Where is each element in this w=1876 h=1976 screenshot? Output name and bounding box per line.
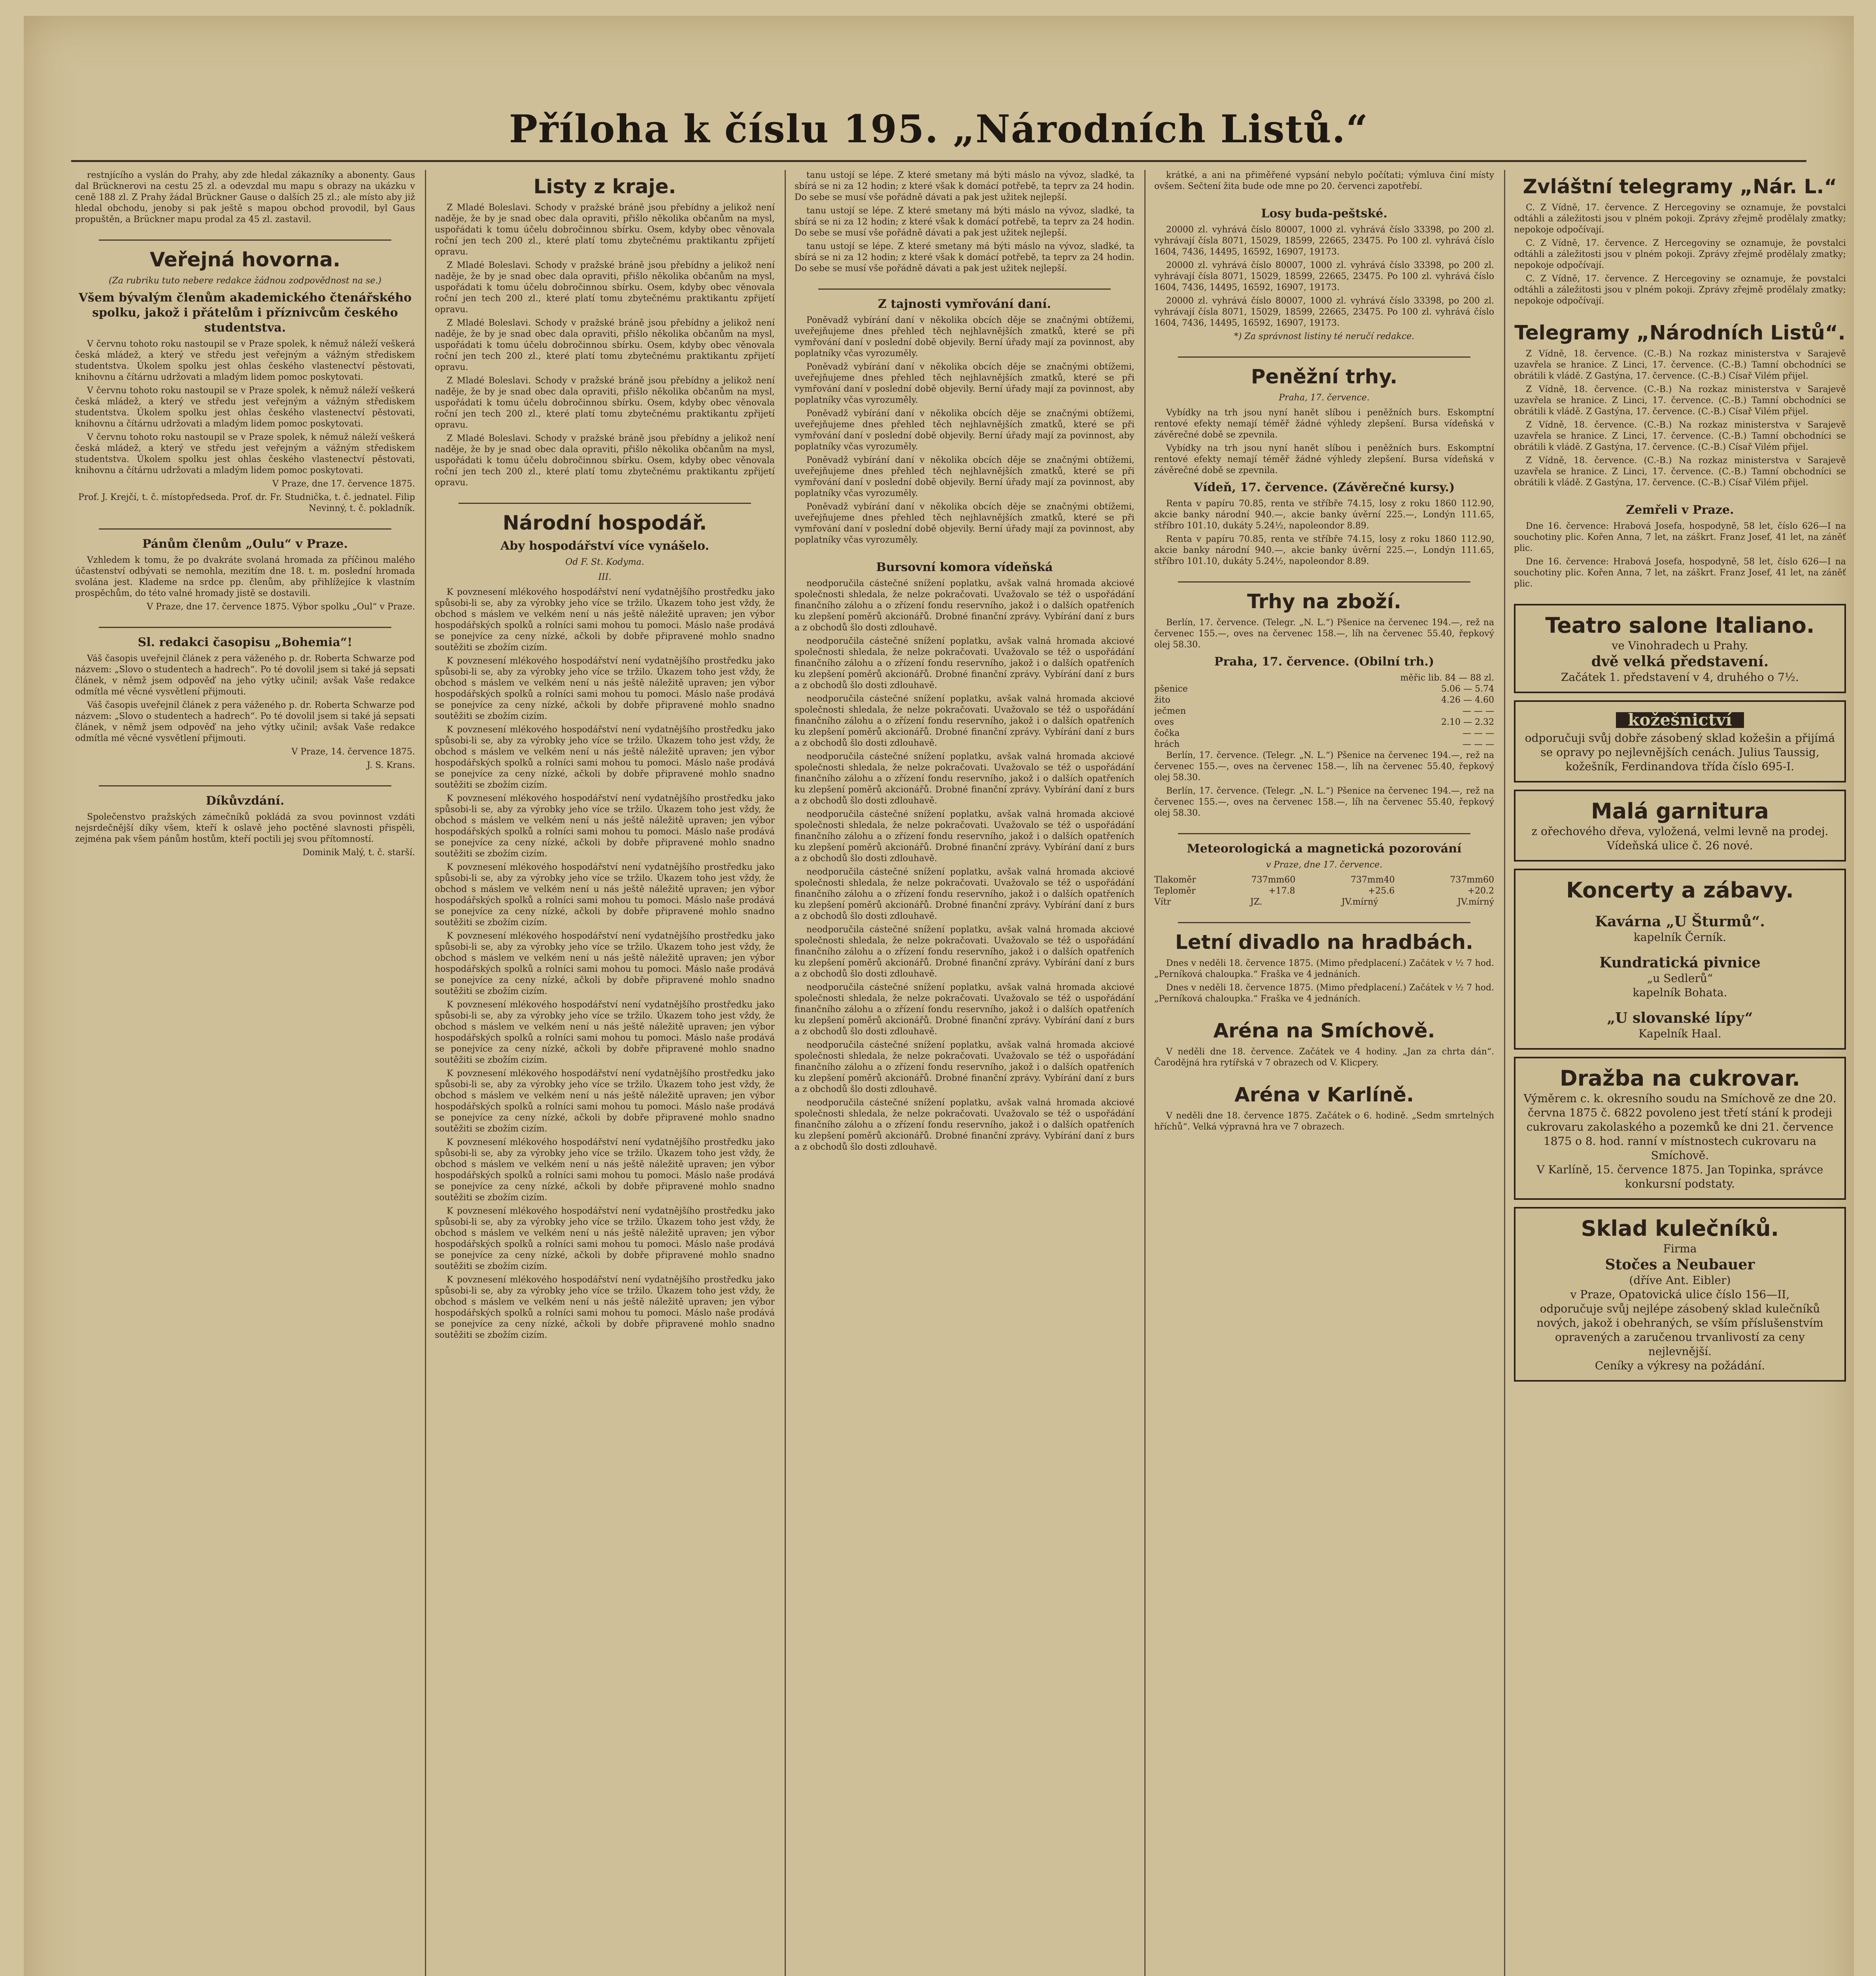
meteorology-dateline: v Praze, dne 17. července. <box>1266 860 1383 870</box>
divider <box>1178 833 1470 834</box>
lottery-text: 20000 zl. vyhrává číslo 80007, 1000 zl. vyhrává číslo 33398, po 200 zl. vyhrávají čísla 8071, 15029, 18599, 22665, 23475. Po 100 zl. vyhrává číslo 1604, 7436, 14495, 16592, 16907, 19173. <box>1154 225 1494 257</box>
section-heading-karlin-arena: Aréna v Karlíně. <box>1234 1083 1414 1106</box>
ad-line: kapelník Bohata. <box>1633 986 1727 999</box>
article-title: Pánům členům „Oulu“ v Praze. <box>142 537 348 551</box>
section-heading-summer-theatre: Letní divadlo na hradbách. <box>1175 931 1474 954</box>
section-heading-public-forum: Veřejná hovorna. <box>149 248 341 271</box>
ad-auction <box>1514 1057 1846 1200</box>
article-text: V neděli dne 18. července 1875. Začátek o 6. hodině. „Sedm smrtelných hříchů“. Velká výpravná hra ve 7 obrazech. <box>1154 1111 1494 1132</box>
meteo-value: +17.8 <box>1268 886 1295 896</box>
article-body <box>1154 1046 1494 1069</box>
grain-value: 2.10 — 2.32 <box>1441 717 1494 727</box>
article-body <box>435 202 775 488</box>
article-text: K povznesení mlékového hospodářství není vydatnějšího prostředku jako spůsobi-li se, aby za výrobky jeho více se tržilo. Úkazem toho jest vždy, že obchod s máslem ve velkém není u nás ještě náležitě upraven; jen výbor hospodářských spolků a rolníci sami mohou tu pomoci. Máslo naše prodává se ponejvíce za ceny nízké, ačkoli by dobře připravené mohlo snadno soutěžiti se zbožím cizím. <box>435 794 775 859</box>
grain-row <box>1154 717 1494 728</box>
meteo-row <box>1154 886 1494 897</box>
article-text: K povznesení mlékového hospodářství není vydatnějšího prostředku jako spůsobi-li se, aby za výrobky jeho více se tržilo. Úkazem toho jest vždy, že obchod s máslem ve velkém není u nás ještě náležitě upraven; jen výbor hospodářských spolků a rolníci sami mohou tu pomoci. Máslo naše prodává se ponejvíce za ceny nízké, ačkoli by dobře připravené mohlo snadno soutěžiti se zbožím cizím. <box>435 1000 775 1065</box>
article-body <box>795 315 1134 546</box>
ad-concerts <box>1514 869 1846 1050</box>
article-body <box>1154 1111 1494 1133</box>
grain-value: — — — <box>1463 728 1494 738</box>
column-divider <box>785 170 786 1976</box>
grain-value: — — — <box>1463 739 1494 749</box>
article-text: C. Z Vídně, 17. července. Z Hercegoviny se oznamuje, že povstalci odtáhli a záležitosti jsou v plném pokoji. Zprávy zřejmě prodělaly zmatky; nepokoje odpočívají. <box>1514 203 1846 235</box>
ad-title: Sklad kulečníků. <box>1581 1216 1779 1241</box>
article-text: Dnes v neděli 18. července 1875. (Mimo předplacení.) Začátek v ½ 7 hod. „Perníková chaloupka.“ Fraška ve 4 jednáních. <box>1154 958 1494 979</box>
lottery-text: 20000 zl. vyhrává číslo 80007, 1000 zl. vyhrává číslo 33398, po 200 zl. vyhrávají čísla 8071, 15029, 18599, 22665, 23475. Po 100 zl. vyhrává číslo 1604, 7436, 14495, 16592, 16907, 19173. <box>1154 296 1494 328</box>
signature-date: V Praze, dne 17. července 1875. <box>272 479 415 489</box>
ad-line: Firma <box>1663 1242 1697 1255</box>
meteorology-title: Meteorologická a magnetická pozorování <box>1187 842 1462 856</box>
article-text: restnjícího a vyslán do Prahy, aby zde hledal zákazníky a abonenty. Gaus dal Brücknerovi na cestu 25 zl. a odevzdal mu mapu s obrazy na ukázku v ceně 188 zl. Z Prahy žádal Brückner Gause o dalších 25 zl.; ale místo aby již hledal obchodu, jenoby si pak ještě s mapou obchod provodil, byl Gaus propuštěn, a Brückner mapu prodal za 45 zl. zastavil. <box>75 170 415 224</box>
article-text: neodporučila cástečné snížení poplatku, avšak valná hromada akciové společnosti shledala, že nelze pokračovati. Uvažovalo se též o uspořádání finančního zálohu a o zřízení fondu reservního, jakož i o dalších opatřeních ku zlepšení poměrů akcionářů. Drobné finanční zprávy. Vybírání daní z burs a z obchodů šlo dosti zdlouhavě. <box>795 694 1134 748</box>
ad-line: dvě velká představení. <box>1591 653 1769 670</box>
meteo-value: 737mm60 <box>1251 875 1296 885</box>
article-text: V červnu tohoto roku nastoupil se v Praze spolek, k němuž náleží veškerá česká mládež, a který ve středu jest veřejným a vážným střediskem studentstva. Úkolem spolku jest ohlas českého vlastenectví pěstovati, knihovnu a čítárnu udržovati a mladým lidem pomoc poskytovati. <box>75 339 415 382</box>
section-heading-money-markets: Peněžní trhy. <box>1251 365 1398 388</box>
vienna-quotes-title: Vídeň, 17. července. (Závěrečné kursy.) <box>1193 481 1455 494</box>
article-text: krátké, a ani na přiměřené vypsání nebylo počítati; výmluva činí místy ovšem. Sečtení žita bude ode mne po 20. červenci zapotřebí. <box>1154 170 1494 191</box>
grain-value: 4.26 — 4.60 <box>1441 695 1494 705</box>
article-text: tanu ustojí se lépe. Z které smetany má býti máslo na vývoz, sladké, ta sbírá se ni za 12 hodin; z které však k domácí potřebě, ta teprv za 24 hodin. Do sebe se musí vše pořádně dávati a pak jest užitek nejlepší. <box>795 206 1134 238</box>
ad-line: z ořechového dřeva, vyložená, velmi levně na prodej. Vídeňská ulice č. 26 nové. <box>1531 825 1829 852</box>
article-text: Poněvadž vybírání daní v několika obcích děje se značnými obtížemi, uveřejňujeme dnes přehled těch nejhlavnějších zmatků, které se při vymřování daní v poslední době objevily. Berní úřady mají za povinnost, aby poplatníky včas vyrozuměly. <box>795 502 1134 545</box>
article-body <box>435 587 775 1341</box>
article-text: Z Vídně, 18. července. (C.-B.) Na rozkaz ministerstva v Sarajevě uzavřela se hranice. Z Linci, 17. července. (C.-B.) Tamní obchodníci se obrátili k vládě. Z Gastýna, 17. července. (C.-B.) Císař Vilém přijel. <box>1514 420 1846 452</box>
article-text: C. Z Vídně, 17. července. Z Hercegoviny se oznamuje, že povstalci odtáhli a záležitosti jsou v plném pokoji. Zprávy zřejmě prodělaly zmatky; nepokoje odpočívají. <box>1514 238 1846 270</box>
section-heading-telegrams: Telegramy „Národních Listů“. <box>1514 321 1846 344</box>
signature-names: Prof. J. Krejčí, t. č. místopředseda. Prof. dr. Fr. Studnička, t. č. jednatel. Filip Nevinný, t. č. pokladník. <box>78 492 415 513</box>
vienna-quotes-text: Renta v papíru 70.85, renta ve stříbře 74.15, losy z roku 1860 112.90, akcie banky národní 940.—, akcie banky úvěrní 225.—, Londýn 111.65, stříbro 101.10, dukáty 5.24½, napoleondor 8.89. <box>1154 499 1494 531</box>
ad-line: Kundratická pivnice <box>1599 954 1761 971</box>
ad-line: Kapelník Haal. <box>1638 1027 1721 1040</box>
meteo-label: Vítr <box>1154 897 1171 907</box>
column-4 <box>1154 170 1494 1976</box>
section-dateline: Praha, 17. července. <box>1279 393 1370 403</box>
ad-line: Výměrem c. k. okresního soudu na Smíchově ze dne 20. června 1875 č. 6822 povoleno jest třetí stání k prodeji cukrovaru zakolaského a pozemků ke dni 21. července 1875 o 8. hod. ranní v místnostech cukrovaru na Smíchově. <box>1523 1092 1836 1162</box>
meteo-row <box>1154 897 1494 908</box>
article-text: K povznesení mlékového hospodářství není vydatnějšího prostředku jako spůsobi-li se, aby za výrobky jeho více se tržilo. Úkazem toho jest vždy, že obchod s máslem ve velkém není u nás ještě náležitě upraven; jen výbor hospodářských spolků a rolníci sami mohou tu pomoci. Máslo naše prodává se ponejvíce za ceny nízké, ačkoli by dobře připravené mohlo snadno soutěžiti se zbožím cizím. <box>435 656 775 721</box>
grain-name: pšenice <box>1154 684 1188 694</box>
article-text: V neděli dne 18. července. Začátek ve 4 hodiny. „Jan za chrta dán“. Čarodějná hra rytířská v 7 obrazech od V. Klicpery. <box>1154 1047 1494 1068</box>
grain-header-text: měřic lib. 84 — 88 zl. <box>1400 673 1494 683</box>
article-text: K povznesení mlékového hospodářství není vydatnějšího prostředku jako spůsobi-li se, aby za výrobky jeho více se tržilo. Úkazem toho jest vždy, že obchod s máslem ve velkém není u nás ještě náležitě upraven; jen výbor hospodářských spolků a rolníci sami mohou tu pomoci. Máslo naše prodává se ponejvíce za ceny nízké, ačkoli by dobře připravené mohlo snadno soutěžiti se zbožím cizím. <box>435 1137 775 1203</box>
meteo-row <box>1154 875 1494 886</box>
article-text: Z Mladé Boleslavi. Schody v pražské bráně jsou přebídny a jelikož není naděje, že by je snad obec dala opraviti, přišlo několika občanům na mysl, uspořádati k tomu účelu dobročinnou sbírku. Osem, kdyby obec věnovala roční jen tech 200 zl., které platí tomu zbytečnému praktikantu zpřijetí opravu. <box>435 434 775 488</box>
grain-name: ječmen <box>1154 706 1186 716</box>
article-text: neodporučila cástečné snížení poplatku, avšak valná hromada akciové společnosti shledala, že nelze pokračovati. Uvažovalo se též o uspořádání finančního zálohu a o zřízení fondu reservního, jakož i o dalších opatřeních ku zlepšení poměrů akcionářů. Drobné finanční zprávy. Vybírání daní z burs a z obchodů šlo dosti zdlouhavě. <box>795 809 1134 864</box>
article-body <box>1514 349 1846 488</box>
meteo-value: JZ. <box>1250 897 1263 907</box>
ad-title: Dražba na cukrovar. <box>1559 1066 1801 1091</box>
article-text: neodporučila cástečné snížení poplatku, avšak valná hromada akciové společnosti shledala, že nelze pokračovati. Uvažovalo se též o uspořádání finančního zálohu a o zřízení fondu reservního, jakož i o dalších opatřeních ku zlepšení poměrů akcionářů. Drobné finanční zprávy. Vybírání daní z burs a z obchodů šlo dosti zdlouhavě. <box>795 752 1134 806</box>
article-text: Poněvadž vybírání daní v několika obcích děje se značnými obtížemi, uveřejňujeme dnes přehled těch nejhlavnějších zmatků, které se při vymřování daní v poslední době objevily. Berní úřady mají za povinnost, aby poplatníky včas vyrozuměly. <box>795 362 1134 405</box>
article-continuation <box>795 170 1134 274</box>
article-text: K povznesení mlékového hospodářství není vydatnějšího prostředku jako spůsobi-li se, aby za výrobky jeho více se tržilo. Úkazem toho jest vždy, že obchod s máslem ve velkém není u nás ještě náležitě upraven; jen výbor hospodářských spolků a rolníci sami mohou tu pomoci. Máslo naše prodává se ponejvíce za ceny nízké, ačkoli by dobře připravené mohlo snadno soutěžiti se zbožím cizím. <box>435 1206 775 1271</box>
ad-line: ve Vinohradech u Prahy. <box>1612 639 1748 652</box>
article-text: C. Z Vídně, 17. července. Z Hercegoviny se oznamuje, že povstalci odtáhli a záležitosti jsou v plném pokoji. Zprávy zřejmě prodělaly zmatky; nepokoje odpočívají. <box>1514 274 1846 306</box>
grain-row <box>1154 684 1494 695</box>
article-text: Berlín, 17. července. (Telegr. „N. L.“) Pšenice na červenec 194.—, rež na červenec 155.—, oves na červenec 158.—, líh na červenec 55.40, řepkový olej 58.30. <box>1154 786 1494 818</box>
section-heading-regional-letters: Listy z kraje. <box>533 175 676 198</box>
article-text: Z Mladé Boleslavi. Schody v pražské bráně jsou přebídny a jelikož není naděje, že by je snad obec dala opraviti, přišlo několika občanům na mysl, uspořádati k tomu účelu dobročinnou sbírku. Osem, kdyby obec věnovala roční jen tech 200 zl., které platí tomu zbytečnému praktikantu zpřijetí opravu. <box>435 376 775 430</box>
article-body <box>75 653 415 771</box>
article-title: Sl. redakci časopisu „Bohemia“! <box>138 635 353 649</box>
ad-line: v Praze, Opatovická ulice číslo 156—II, <box>1570 1288 1790 1301</box>
article-body <box>1514 521 1846 590</box>
article-text: neodporučila cástečné snížení poplatku, avšak valná hromada akciové společnosti shledala, že nelze pokračovati. Uvažovalo se též o uspořádání finančního zálohu a o zřízení fondu reservního, jakož i o dalších opatřeních ku zlepšení poměrů akcionářů. Drobné finanční zprávy. Vybírání daní z burs a z obchodů šlo dosti zdlouhavě. <box>795 579 1134 633</box>
grain-row <box>1154 706 1494 717</box>
article-body <box>75 812 415 858</box>
footnote: *) Za správnost listiny té neručí redakce. <box>1234 332 1415 341</box>
article-text: K povznesení mlékového hospodářství není vydatnějšího prostředku jako spůsobi-li se, aby za výrobky jeho více se tržilo. Úkazem toho jest vždy, že obchod s máslem ve velkém není u nás ještě náležitě upraven; jen výbor hospodářských spolků a rolníci sami mohou tu pomoci. Máslo naše prodává se ponejvíce za ceny nízké, ačkoli by dobře připravené mohlo snadno soutěžiti se zbožím cizím. <box>435 725 775 790</box>
grain-row <box>1154 728 1494 739</box>
article-text: tanu ustojí se lépe. Z které smetany má býti máslo na vývoz, sladké, ta sbírá se ni za 12 hodin; z které však k domácí potřebě, ta teprv za 24 hodin. Do sebe se musí vše pořádně dávati a pak jest užitek nejlepší. <box>795 241 1134 273</box>
meteo-label: Tlakoměr <box>1154 875 1196 885</box>
article-continuation <box>75 170 415 225</box>
signature-name: J. S. Krans. <box>367 760 415 770</box>
ad-billiards <box>1514 1207 1846 1382</box>
grain-table-header <box>1154 673 1494 684</box>
article-text: Dne 16. července: Hrabová Josefa, hospodyně, 58 let, číslo 626—I na souchotiny plic. Kořen Anna, 7 let, na záškrt. Franz Josef, 41 let, na záněť plic. <box>1514 557 1846 589</box>
meteo-value: +25.6 <box>1368 886 1395 896</box>
article-text: K povznesení mlékového hospodářství není vydatnějšího prostředku jako spůsobi-li se, aby za výrobky jeho více se tržilo. Úkazem toho jest vždy, že obchod s máslem ve velkém není u nás ještě náležitě upraven; jen výbor hospodářských spolků a rolníci sami mohou tu pomoci. Máslo naše prodává se ponejvíce za ceny nízké, ačkoli by dobře připravené mohlo snadno soutěžiti se zbožím cizím. <box>435 862 775 928</box>
meteo-label: Teploměr <box>1154 886 1196 896</box>
article-part: III. <box>598 572 611 582</box>
meteo-value: JV.mírný <box>1341 897 1378 907</box>
lottery-text: 20000 zl. vyhrává číslo 80007, 1000 zl. vyhrává číslo 33398, po 200 zl. vyhrávají čísla 8071, 15029, 18599, 22665, 23475. Po 100 zl. vyhrává číslo 1604, 7436, 14495, 16592, 16907, 19173. <box>1154 260 1494 292</box>
meteorology-table <box>1154 875 1494 908</box>
signature-date: V Praze, 14. července 1875. <box>291 747 415 757</box>
grain-row <box>1154 739 1494 750</box>
article-text: Z Vídně, 18. července. (C.-B.) Na rozkaz ministerstva v Sarajevě uzavřela se hranice. Z Linci, 17. července. (C.-B.) Tamní obchodníci se obrátili k vládě. Z Gastýna, 17. července. (C.-B.) Císař Vilém přijel. <box>1514 349 1846 381</box>
article-text: Společenstvo pražských zámečníků pokládá za svou povinnost vzdáti nejsrdečnější díky všem, kteří k oslavě jeho poctěné slavnosti přispěli, zejména pak všem pánům hostům, kteří poctili jej svou přítomností. <box>75 812 415 844</box>
article-body <box>1154 617 1494 819</box>
ad-teatro <box>1514 604 1846 693</box>
article-title: Z tajnosti vymřování daní. <box>878 297 1051 311</box>
article-author: Od F. St. Kodyma. <box>565 557 644 567</box>
ad-furrier <box>1514 700 1846 782</box>
lottery-title: Losy buda-peštské. <box>1261 207 1387 221</box>
article-text: Váš časopis uveřejnil článek z pera váženého p. dr. Roberta Schwarze pod názvem: „Slovo o studentech a hadrech“. Po té dovolil jsem si také já sepsati článek, v němž jsem odpověď na jeho výtky učinil; avšak Vaše redakce odmítla mé věcné vysvětlení přijmouti. <box>75 654 415 697</box>
article-text: K povznesení mlékového hospodářství není vydatnějšího prostředku jako spůsobi-li se, aby za výrobky jeho více se tržilo. Úkazem toho jest vždy, že obchod s máslem ve velkém není u nás ještě náležitě upraven; jen výbor hospodářských spolků a rolníci sami mohou tu pomoci. Máslo naše prodává se ponejvíce za ceny nízké, ačkoli by dobře připravené mohlo snadno soutěžiti se zbožím cizím. <box>435 587 775 652</box>
grain-value: — — — <box>1463 706 1494 716</box>
article-text: Poněvadž vybírání daní v několika obcích děje se značnými obtížemi, uveřejňujeme dnes přehled těch nejhlavnějších zmatků, které se při vymřování daní v poslední době objevily. Berní úřady mají za povinnost, aby poplatníky včas vyrozuměly. <box>795 409 1134 452</box>
obituaries-title: Zemřeli v Praze. <box>1626 503 1734 517</box>
divider <box>99 785 391 786</box>
column-1 <box>75 170 415 1976</box>
grain-market-title: Praha, 17. července. (Obilní trh.) <box>1214 655 1434 669</box>
article-text: Váš časopis uveřejnil článek z pera váženého p. dr. Roberta Schwarze pod názvem: „Slovo o studentech a hadrech“. Po té dovolil jsem si také já sepsati článek, v němž jsem odpověď na jeho výtky učinil; avšak Vaše redakce odmítla mé věcné vysvětlení přijmouti. <box>75 700 415 743</box>
section-heading-commodity-markets: Trhy na zboží. <box>1247 590 1402 613</box>
article-text: Dne 16. července: Hrabová Josefa, hospodyně, 58 let, číslo 626—I na souchotiny plic. Kořen Anna, 7 let, na záškrt. Franz Josef, 41 let, na záněť plic. <box>1514 521 1846 553</box>
ad-line: Začátek 1. představení v 4, druhého o 7½. <box>1561 671 1799 684</box>
article-text: neodporučila cástečné snížení poplatku, avšak valná hromada akciové společnosti shledala, že nelze pokračovati. Uvažovalo se též o uspořádání finančního zálohu a o zřízení fondu reservního, jakož i o dalších opatřeních ku zlepšení poměrů akcionářů. Drobné finanční zprávy. Vybírání daní z burs a z obchodů šlo dosti zdlouhavě. <box>795 982 1134 1037</box>
article-text: tanu ustojí se lépe. Z které smetany má býti máslo na vývoz, sladké, ta sbírá se ni za 12 hodin; z které však k domácí potřebě, ta teprv za 24 hodin. Do sebe se musí vše pořádně dávati a pak jest užitek nejlepší. <box>795 170 1134 202</box>
masthead-rule <box>71 160 1806 162</box>
article-text: Z Vídně, 18. července. (C.-B.) Na rozkaz ministerstva v Sarajevě uzavřela se hranice. Z Linci, 17. července. (C.-B.) Tamní obchodníci se obrátili k vládě. Z Gastýna, 17. července. (C.-B.) Císař Vilém přijel. <box>1514 385 1846 417</box>
ad-title: Teatro salone Italiano. <box>1545 613 1815 638</box>
article-text: Vybídky na trh jsou nyní hanět slíbou i peněžních burs. Eskomptní rentové efekty nemají téměř žádné výhledy zlepšení. Bursa vídeňská v závěrečné době se zpevnila. <box>1154 443 1494 475</box>
divider <box>818 288 1111 290</box>
article-title: Aby hospodářství více vynášelo. <box>500 539 710 553</box>
divider <box>99 627 391 628</box>
section-subheading: (Za rubriku tuto nebere redakce žádnou zodpovědnost na se.) <box>109 276 381 286</box>
ad-line: Ceníky a výkresy na požádání. <box>1595 1359 1765 1372</box>
grain-name: čočka <box>1154 728 1180 738</box>
article-text: Berlín, 17. července. (Telegr. „N. L.“) Pšenice na červenec 194.—, rež na červenec 155.—, oves na červenec 158.—, líh na červenec 55.40, řepkový olej 58.30. <box>1154 618 1494 650</box>
article-text: V červnu tohoto roku nastoupil se v Praze spolek, k němuž náleží veškerá česká mládež, a který ve středu jest veřejným a vážným střediskem studentstva. Úkolem spolku jest ohlas českého vlastenectví pěstovati, knihovnu a čítárnu udržovati a mladým lidem pomoc poskytovati. <box>75 432 415 475</box>
column-divider <box>1504 170 1505 1976</box>
section-heading-smichov-arena: Aréna na Smíchově. <box>1213 1019 1435 1042</box>
column-2 <box>435 170 775 1976</box>
section-heading-economist: Národní hospodář. <box>502 511 707 534</box>
grain-name: oves <box>1154 717 1174 727</box>
ad-furniture <box>1514 790 1846 862</box>
column-divider <box>1144 170 1146 1976</box>
article-title: Bursovní komora vídeňská <box>876 560 1053 574</box>
ad-line: Kavárna „U Šturmů“. <box>1595 913 1765 930</box>
article-text: neodporučila cástečné snížení poplatku, avšak valná hromada akciové společnosti shledala, že nelze pokračovati. Uvažovalo se též o uspořádání finančního zálohu a o zřízení fondu reservního, jakož i o dalších opatřeních ku zlepšení poměrů akcionářů. Drobné finanční zprávy. Vybírání daní z burs a z obchodů šlo dosti zdlouhavě. <box>795 636 1134 690</box>
article-body <box>75 339 415 514</box>
column-5 <box>1514 170 1846 1976</box>
meteo-value: 737mm60 <box>1450 875 1494 885</box>
lottery-results <box>1154 224 1494 342</box>
ad-title: kožešnictví <box>1616 712 1744 728</box>
divider <box>99 239 391 241</box>
article-text: Z Mladé Boleslavi. Schody v pražské bráně jsou přebídny a jelikož není naděje, že by je snad obec dala opraviti, přišlo několika občanům na mysl, uspořádati k tomu účelu dobročinnou sbírku. Osem, kdyby obec věnovala roční jen tech 200 zl., které platí tomu zbytečnému praktikantu zpřijetí opravu. <box>435 203 775 257</box>
grain-name: žito <box>1154 695 1170 705</box>
grain-value: 5.06 — 5.74 <box>1441 684 1494 694</box>
ad-title: Koncerty a zábavy. <box>1566 878 1794 903</box>
article-text: K povznesení mlékového hospodářství není vydatnějšího prostředku jako spůsobi-li se, aby za výrobky jeho více se tržilo. Úkazem toho jest vždy, že obchod s máslem ve velkém není u nás ještě náležitě upraven; jen výbor hospodářských spolků a rolníci sami mohou tu pomoci. Máslo naše prodává se ponejvíce za ceny nízké, ačkoli by dobře připravené mohlo snadno soutěžiti se zbožím cizím. <box>435 1069 775 1134</box>
ad-line: Stočes a Neubauer <box>1605 1256 1755 1273</box>
article-text: neodporučila cástečné snížení poplatku, avšak valná hromada akciové společnosti shledala, že nelze pokračovati. Uvažovalo se též o uspořádání finančního zálohu a o zřízení fondu reservního, jakož i o dalších opatřeních ku zlepšení poměrů akcionářů. Drobné finanční zprávy. Vybírání daní z burs a z obchodů šlo dosti zdlouhavě. <box>795 925 1134 979</box>
ad-line: (dříve Ant. Eibler) <box>1629 1274 1731 1287</box>
ad-title: Malá garnitura <box>1591 799 1769 824</box>
column-divider <box>425 170 426 1976</box>
article-text: Z Mladé Boleslavi. Schody v pražské bráně jsou přebídny a jelikož není naděje, že by je snad obec dala opraviti, přišlo několika občanům na mysl, uspořádati k tomu účelu dobročinnou sbírku. Osem, kdyby obec věnovala roční jen tech 200 zl., které platí tomu zbytečnému praktikantu zpřijetí opravu. <box>435 318 775 372</box>
ad-line: „u Sedlerů“ <box>1647 972 1713 985</box>
article-text: neodporučila cástečné snížení poplatku, avšak valná hromada akciové společnosti shledala, že nelze pokračovati. Uvažovalo se též o uspořádání finančního zálohu a o zřízení fondu reservního, jakož i o dalších opatřeních ku zlepšení poměrů akcionářů. Drobné finanční zprávy. Vybírání daní z burs a z obchodů šlo dosti zdlouhavě. <box>795 867 1134 921</box>
signature: V Praze, dne 17. července 1875. Výbor spolku „Oul“ v Praze. <box>147 602 415 612</box>
grain-name: hrách <box>1154 739 1180 749</box>
meteo-value: +20.2 <box>1467 886 1494 896</box>
article-body <box>75 555 415 613</box>
article-text: K povznesení mlékového hospodářství není vydatnějšího prostředku jako spůsobi-li se, aby za výrobky jeho více se tržilo. Úkazem toho jest vždy, že obchod s máslem ve velkém není u nás ještě náležitě upraven; jen výbor hospodářských spolků a rolníci sami mohou tu pomoci. Máslo naše prodává se ponejvíce za ceny nízké, ačkoli by dobře připravené mohlo snadno soutěžiti se zbožím cizím. <box>435 931 775 996</box>
article-text: V červnu tohoto roku nastoupil se v Praze spolek, k němuž náleží veškerá česká mládež, a který ve středu jest veřejným a vážným střediskem studentstva. Úkolem spolku jest ohlas českého vlastenectví pěstovati, knihovnu a čítárnu udržovati a mladým lidem pomoc poskytovati. <box>75 386 415 429</box>
article-body <box>1154 958 1494 1005</box>
divider <box>1178 922 1470 923</box>
article-body <box>795 578 1134 1153</box>
article-body <box>1514 202 1846 307</box>
ad-line: odporučuji svůj dobře zásobený sklad kožešin a přijímá se opravy po nejlevnějších cenách. Julius Taussig, kožešník, Ferdinandova třída číslo 695-I. <box>1525 732 1835 773</box>
section-heading-special-telegrams: Zvláštní telegramy „Nár. L.“ <box>1523 175 1837 198</box>
article-body <box>1154 407 1494 567</box>
ad-line: „U slovanské lípy“ <box>1607 1010 1753 1026</box>
ad-line: kapelník Černík. <box>1633 931 1727 944</box>
article-text: neodporučila cástečné snížení poplatku, avšak valná hromada akciové společnosti shledala, že nelze pokračovati. Uvažovalo se též o uspořádání finančního zálohu a o zřízení fondu reservního, jakož i o dalších opatřeních ku zlepšení poměrů akcionářů. Drobné finanční zprávy. Vybírání daní z burs a z obchodů šlo dosti zdlouhavě. <box>795 1098 1134 1152</box>
newspaper-page <box>24 16 1854 1976</box>
signature: Dominik Malý, t. č. starší. <box>302 848 415 858</box>
article-text: Berlín, 17. července. (Telegr. „N. L.“) Pšenice na červenec 194.—, rež na červenec 155.—, oves na červenec 158.—, líh na červenec 55.40, řepkový olej 58.30. <box>1154 750 1494 782</box>
divider <box>1178 356 1470 358</box>
vienna-quotes-text: Renta v papíru 70.85, renta ve stříbře 74.15, losy z roku 1860 112.90, akcie banky národní 940.—, akcie banky úvěrní 225.—, Londýn 111.65, stříbro 101.10, dukáty 5.24½, napoleondor 8.89. <box>1154 534 1494 566</box>
article-continuation <box>1154 170 1494 192</box>
masthead-title: Příloha k číslu 195. „Národních Listů.“ <box>509 107 1369 151</box>
grain-row <box>1154 695 1494 706</box>
article-text: Z Vídně, 18. července. (C.-B.) Na rozkaz ministerstva v Sarajevě uzavřela se hranice. Z Linci, 17. července. (C.-B.) Tamní obchodníci se obrátili k vládě. Z Gastýna, 17. července. (C.-B.) Císař Vilém přijel. <box>1514 456 1846 488</box>
article-title: Všem bývalým členům akademického čtenářského spolku, jakož i přátelům i příznivcům českého studentstva. <box>78 291 412 335</box>
article-text: Dnes v neděli 18. července 1875. (Mimo předplacení.) Začátek v ½ 7 hod. „Perníková chaloupka.“ Fraška ve 4 jednáních. <box>1154 983 1494 1004</box>
divider <box>1178 581 1470 583</box>
meteo-value: 737mm40 <box>1350 875 1395 885</box>
divider <box>459 503 751 504</box>
article-text: neodporučila cástečné snížení poplatku, avšak valná hromada akciové společnosti shledala, že nelze pokračovati. Uvažovalo se též o uspořádání finančního zálohu a o zřízení fondu reservního, jakož i o dalších opatřeních ku zlepšení poměrů akcionářů. Drobné finanční zprávy. Vybírání daní z burs a z obchodů šlo dosti zdlouhavě. <box>795 1040 1134 1094</box>
article-text: Z Mladé Boleslavi. Schody v pražské bráně jsou přebídny a jelikož není naděje, že by je snad obec dala opraviti, přišlo několika občanům na mysl, uspořádati k tomu účelu dobročinnou sbírku. Osem, kdyby obec věnovala roční jen tech 200 zl., které platí tomu zbytečnému praktikantu zpřijetí opravu. <box>435 260 775 315</box>
column-3 <box>795 170 1134 1976</box>
meteo-value: JV.mírný <box>1457 897 1494 907</box>
ad-line: odporučuje svůj nejlépe zásobený sklad kulečníků nových, jakož i obehraných, se vším příslušenstvím opravených a zaručenou trvanlivostí za ceny nejlevnější. <box>1536 1302 1823 1358</box>
article-title: Díkůvzdání. <box>206 794 285 808</box>
ad-line: V Karlíně, 15. července 1875. Jan Topinka, správce konkursní podstaty. <box>1536 1163 1823 1190</box>
article-text: Vzhledem k tomu, že po dvakráte svolaná hromada za příčinou malého účastenství odbývati se nemohla, mezitím dne 18. t. m. poslední hromada svolána jest. Klademe na srdce pp. členům, aby přihlížejíce k vlastním prospěchům, do této valné hromady jistě se dostavili. <box>75 555 415 598</box>
article-text: Vybídky na trh jsou nyní hanět slíbou i peněžních burs. Eskomptní rentové efekty nemají téměř žádné výhledy zlepšení. Bursa vídeňská v závěrečné době se zpevnila. <box>1154 408 1494 440</box>
article-text: Poněvadž vybírání daní v několika obcích děje se značnými obtížemi, uveřejňujeme dnes přehled těch nejhlavnějších zmatků, které se při vymřování daní v poslední době objevily. Berní úřady mají za povinnost, aby poplatníky včas vyrozuměly. <box>795 315 1134 358</box>
article-text: Poněvadž vybírání daní v několika obcích děje se značnými obtížemi, uveřejňujeme dnes přehled těch nejhlavnějších zmatků, které se při vymřování daní v poslední době objevily. Berní úřady mají za povinnost, aby poplatníky včas vyrozuměly. <box>795 455 1134 498</box>
article-text: K povznesení mlékového hospodářství není vydatnějšího prostředku jako spůsobi-li se, aby za výrobky jeho více se tržilo. Úkazem toho jest vždy, že obchod s máslem ve velkém není u nás ještě náležitě upraven; jen výbor hospodářských spolků a rolníci sami mohou tu pomoci. Máslo naše prodává se ponejvíce za ceny nízké, ačkoli by dobře připravené mohlo snadno soutěžiti se zbožím cizím. <box>435 1275 775 1340</box>
divider <box>99 528 391 530</box>
